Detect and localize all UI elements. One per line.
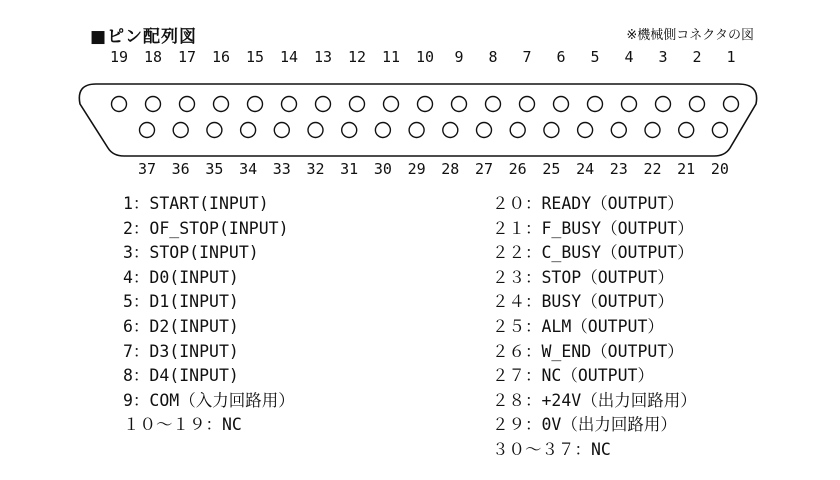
- pin-number-bottom: 31: [340, 160, 359, 178]
- pin-hole-top: [384, 97, 399, 112]
- pin-number-top: 11: [381, 48, 401, 66]
- pin-number-top: 7: [522, 48, 532, 66]
- pin-hole-top: [350, 97, 365, 112]
- pin-number-bottom: 30: [373, 160, 392, 178]
- pin-assignment: 6：D2(INPUT): [123, 316, 239, 336]
- pin-hole-top: [316, 97, 331, 112]
- pin-assignment: ２９：0V（出力回路用）: [492, 415, 677, 435]
- pin-assignment: ２４：BUSY（OUTPUT）: [492, 292, 674, 312]
- pin-number-bottom: 24: [576, 160, 595, 178]
- pin-assignment: 1：START(INPUT): [123, 194, 269, 213]
- pin-hole-bottom: [207, 123, 222, 138]
- pin-number-top: 10: [415, 48, 435, 66]
- pin-hole-bottom: [645, 123, 660, 138]
- pin-hole-bottom: [375, 123, 390, 138]
- pin-hole-bottom: [443, 123, 458, 138]
- pin-number-bottom: 34: [239, 160, 258, 178]
- pin-number-bottom: 23: [609, 160, 628, 178]
- diagram-title: ■ピン配列図: [90, 27, 198, 47]
- pin-list-left: [123, 192, 295, 438]
- pin-assignment: 5：D1(INPUT): [123, 292, 239, 312]
- pin-number-bottom: 29: [407, 160, 426, 178]
- pin-hole-bottom: [173, 123, 188, 138]
- pin-hole-top: [622, 97, 637, 112]
- pin-assignment: ２７：NC（OUTPUT）: [492, 366, 654, 386]
- pin-assignment: ２２：C_BUSY（OUTPUT）: [492, 243, 694, 263]
- pin-hole-bottom: [611, 123, 626, 138]
- connector-shell: [79, 84, 756, 156]
- pin-assignment: 4：D0(INPUT): [123, 267, 239, 287]
- pin-number-top: 16: [211, 48, 231, 66]
- pin-assignment: ２８：+24V（出力回路用）: [492, 390, 697, 410]
- pin-hole-top: [724, 97, 739, 112]
- pin-number-top: 19: [109, 48, 129, 66]
- pin-hole-bottom: [544, 123, 559, 138]
- pin-number-top: 14: [279, 48, 299, 66]
- pin-number-top: 2: [692, 48, 702, 66]
- pin-holes: [112, 97, 739, 138]
- pin-hole-bottom: [308, 123, 323, 138]
- pin-assignment: ２５：ALM（OUTPUT）: [492, 316, 664, 336]
- pin-number-top: 3: [658, 48, 668, 66]
- pin-hole-top: [554, 97, 569, 112]
- pin-number-top: 12: [347, 48, 367, 66]
- pin-hole-bottom: [342, 123, 357, 138]
- pin-assignment: １０～１９：NC: [123, 415, 242, 435]
- pin-hole-bottom: [477, 123, 492, 138]
- pin-number-top: 13: [313, 48, 333, 66]
- pin-hole-top: [146, 97, 161, 112]
- pin-hole-bottom: [274, 123, 289, 138]
- pin-list-right: [492, 192, 697, 463]
- pin-assignment: 3：STOP(INPUT): [123, 243, 259, 263]
- pin-hole-bottom: [241, 123, 256, 138]
- pin-assignment: ３０～３７：NC: [492, 439, 611, 459]
- pin-number-top: 17: [177, 48, 197, 66]
- pin-number-bottom: 26: [508, 160, 527, 178]
- pin-number-top: 18: [143, 48, 163, 66]
- pin-assignment: ２３：STOP（OUTPUT）: [492, 267, 674, 287]
- pin-number-top: 9: [454, 48, 464, 66]
- pin-hole-bottom: [712, 123, 727, 138]
- pin-hole-top: [248, 97, 263, 112]
- pin-hole-top: [452, 97, 467, 112]
- pin-hole-bottom: [409, 123, 424, 138]
- pin-hole-top: [112, 97, 127, 112]
- pin-number-bottom: 33: [272, 160, 291, 178]
- pin-hole-top: [214, 97, 229, 112]
- pin-number-top: 15: [245, 48, 265, 66]
- pin-hole-top: [418, 97, 433, 112]
- pin-number-bottom: 20: [710, 160, 729, 178]
- pin-assignment: ２０：READY（OUTPUT）: [492, 194, 684, 213]
- pin-number-bottom: 32: [306, 160, 325, 178]
- pin-number-bottom: 22: [643, 160, 662, 178]
- pin-number-bottom: 36: [171, 160, 190, 178]
- pin-hole-bottom: [510, 123, 525, 138]
- pin-number-top: 4: [624, 48, 634, 66]
- pin-number-bottom: 37: [137, 160, 157, 178]
- pin-number-top: 6: [556, 48, 566, 66]
- pin-hole-bottom: [578, 123, 593, 138]
- pin-hole-top: [656, 97, 671, 112]
- pin-number-top: 5: [590, 48, 600, 66]
- pin-assignment: ２６：W_END（OUTPUT）: [492, 341, 684, 361]
- pin-assignment: ２１：F_BUSY（OUTPUT）: [492, 218, 694, 238]
- pin-number-top: 8: [488, 48, 498, 66]
- connector-note: ※機械側コネクタの図: [626, 28, 754, 43]
- pin-hole-bottom: [679, 123, 694, 138]
- bottom-pin-numbers: [0, 160, 840, 182]
- pin-hole-top: [520, 97, 535, 112]
- pin-number-bottom: 27: [474, 160, 494, 178]
- pin-assignment: 8：D4(INPUT): [123, 366, 239, 386]
- pin-hole-top: [282, 97, 297, 112]
- pin-hole-bottom: [140, 123, 155, 138]
- pin-hole-top: [690, 97, 705, 112]
- pin-number-top: 1: [726, 48, 736, 66]
- pin-number-bottom: 25: [542, 160, 561, 178]
- pin-hole-top: [180, 97, 195, 112]
- pin-number-bottom: 21: [677, 160, 696, 178]
- pin-assignment: 7：D3(INPUT): [123, 341, 239, 361]
- pin-hole-top: [588, 97, 603, 112]
- pin-assignment: 9：COM（入力回路用）: [123, 390, 295, 410]
- pin-hole-top: [486, 97, 501, 112]
- pin-number-bottom: 28: [441, 160, 460, 178]
- pin-assignment: 2：OF_STOP(INPUT): [123, 218, 289, 238]
- pin-number-bottom: 35: [205, 160, 224, 178]
